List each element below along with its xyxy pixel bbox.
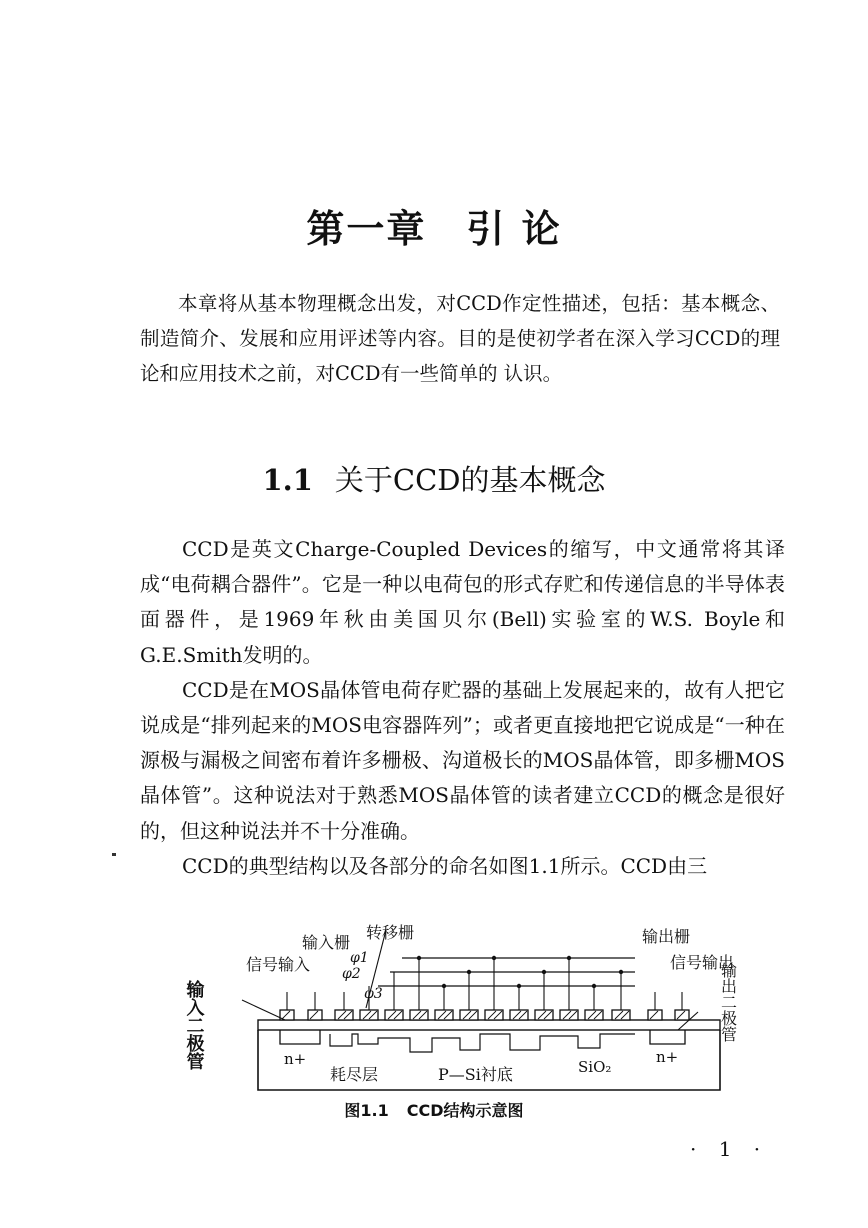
label-phi3: φ3	[364, 986, 383, 1002]
label-input-diode: 输入二极管	[183, 980, 205, 1070]
print-speck	[112, 853, 116, 856]
label-substrate: P—Si衬底	[438, 1065, 513, 1084]
paragraph: CCD的典型结构以及各部分的命名如图1.1所示。CCD由三	[182, 853, 708, 878]
label-output-gate: 输出栅	[642, 927, 691, 946]
figure-caption	[0, 1098, 868, 1121]
page-number: · 1 ·	[690, 1137, 769, 1161]
label-oxide: SiO₂	[578, 1058, 612, 1076]
figure-number: 图1.1	[344, 1101, 389, 1120]
label-depletion-layer: 耗尽层	[330, 1065, 379, 1084]
paragraph: CCD是在MOS晶体管电荷存贮器的基础上发展起来的，故有人把它说成是“排列起来的MOS电容器阵列”；或者更直接地把它说成是“一种在源极与漏极之间密布着许多栅极、沟道极长的MOS晶体管，即多栅MOS晶体管”。这种说法对于熟悉MOS晶体管的读者建立CCD的概念是很好的，但这种说法并不十分准确。	[140, 677, 785, 843]
label-n-plus-right: n+	[656, 1048, 679, 1066]
label-n-plus-left: n+	[284, 1050, 307, 1068]
ccd-diagram	[180, 922, 740, 1092]
ccd-structure-figure	[180, 922, 740, 1092]
figure-title: CCD结构示意图	[406, 1101, 524, 1120]
label-output-diode: 输出二极管	[718, 962, 738, 1042]
chapter-number: 第一章	[306, 207, 427, 251]
body-text	[140, 532, 785, 884]
section-heading	[0, 458, 868, 499]
label-signal-input: 信号输入	[246, 955, 311, 974]
label-transfer-gate: 转移栅	[366, 923, 415, 942]
label-input-gate: 输入栅	[302, 933, 351, 952]
chapter-intro: 本章将从基本物理概念出发，对CCD作定性描述，包括：基本概念、制造简介、发展和应用评述等内容。目的是使初学者在深入学习CCD的理论和应用技术之前，对CCD有一些简单的 认识。	[140, 292, 780, 385]
chapter-title	[0, 198, 868, 253]
chapter-name: 引 论	[466, 207, 562, 251]
section-title: 关于CCD的基本概念	[334, 463, 606, 497]
paragraph: CCD是英文Charge-Coupled Devices的缩写，中文通常将其译成“电荷耦合器件”。它是一种以电荷包的形式存贮和传递信息的半导体表面器件，是1969年秋由美国贝尔(Bell)实验室的W.S. Boyle和G.E.Smith发明的。	[140, 537, 785, 667]
section-number: 1.1	[262, 463, 313, 497]
label-signal-output: 信号输出	[670, 953, 735, 972]
label-phi1: φ1	[350, 950, 369, 966]
label-phi2: φ2	[342, 966, 361, 982]
